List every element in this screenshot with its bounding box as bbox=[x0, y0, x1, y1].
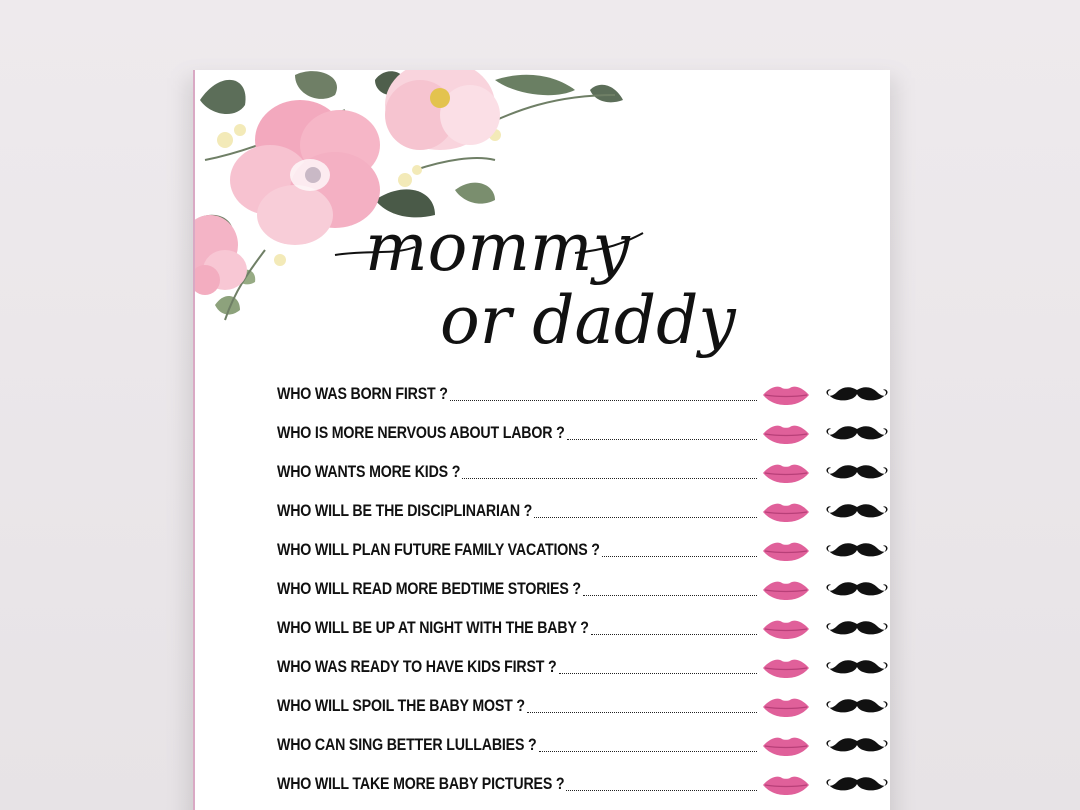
dot-leader bbox=[567, 439, 757, 440]
lips-icon bbox=[762, 462, 810, 484]
question-row bbox=[277, 648, 817, 687]
lips-icon bbox=[762, 696, 810, 718]
lips-icon bbox=[762, 735, 810, 757]
question-row bbox=[277, 414, 817, 453]
question-row bbox=[277, 687, 817, 726]
question-row bbox=[277, 453, 817, 492]
question-row bbox=[277, 492, 817, 531]
dot-leader bbox=[583, 595, 757, 596]
question-list bbox=[277, 375, 817, 804]
dot-leader bbox=[559, 673, 757, 674]
question-row bbox=[277, 375, 817, 414]
lips-icon bbox=[762, 501, 810, 523]
lips-icon bbox=[762, 540, 810, 562]
dot-leader bbox=[566, 790, 757, 791]
mustache-icon bbox=[823, 696, 890, 718]
dot-leader bbox=[527, 712, 757, 713]
mustache-icon bbox=[823, 657, 890, 679]
lips-icon bbox=[762, 657, 810, 679]
question-row bbox=[277, 609, 817, 648]
question-text: WHO WAS BORN FIRST ? bbox=[277, 385, 448, 403]
lips-icon bbox=[762, 423, 810, 445]
question-row bbox=[277, 726, 817, 765]
title bbox=[325, 215, 765, 375]
mustache-icon bbox=[823, 423, 890, 445]
title-line-1: mommy bbox=[365, 215, 630, 286]
mustache-icon bbox=[823, 540, 890, 562]
question-text: WHO WILL SPOIL THE BABY MOST ? bbox=[277, 697, 525, 715]
mustache-icon bbox=[823, 774, 890, 796]
mustache-icon bbox=[823, 462, 890, 484]
dot-leader bbox=[534, 517, 757, 518]
lips-icon bbox=[762, 774, 810, 796]
mustache-icon bbox=[823, 735, 890, 757]
question-text: WHO WILL READ MORE BEDTIME STORIES ? bbox=[277, 580, 581, 598]
dot-leader bbox=[591, 634, 757, 635]
question-row bbox=[277, 531, 817, 570]
question-text: WHO CAN SING BETTER LULLABIES ? bbox=[277, 736, 537, 754]
question-text: WHO IS MORE NERVOUS ABOUT LABOR ? bbox=[277, 424, 565, 442]
question-text: WHO WANTS MORE KIDS ? bbox=[277, 463, 461, 481]
question-text: WHO WILL BE UP AT NIGHT WITH THE BABY ? bbox=[277, 619, 589, 637]
mustache-icon bbox=[823, 384, 890, 406]
question-text: WHO WAS READY TO HAVE KIDS FIRST ? bbox=[277, 658, 557, 676]
title-line-2: or daddy bbox=[440, 282, 736, 359]
lips-icon bbox=[762, 618, 810, 640]
dot-leader bbox=[539, 751, 757, 752]
printable-game-card bbox=[193, 70, 890, 810]
pale-rose bbox=[385, 70, 500, 150]
question-text: WHO WILL TAKE MORE BABY PICTURES ? bbox=[277, 775, 565, 793]
question-text: WHO WILL PLAN FUTURE FAMILY VACATIONS ? bbox=[277, 541, 600, 559]
question-text: WHO WILL BE THE DISCIPLINARIAN ? bbox=[277, 502, 533, 520]
question-row bbox=[277, 765, 817, 804]
mustache-icon bbox=[823, 618, 890, 640]
pink-flower-small bbox=[195, 215, 247, 295]
dot-leader bbox=[602, 556, 757, 557]
lips-icon bbox=[762, 579, 810, 601]
mustache-icon bbox=[823, 579, 890, 601]
mustache-icon bbox=[823, 501, 890, 523]
question-row bbox=[277, 570, 817, 609]
lips-icon bbox=[762, 384, 810, 406]
dot-leader bbox=[462, 478, 757, 479]
dot-leader bbox=[450, 400, 757, 401]
